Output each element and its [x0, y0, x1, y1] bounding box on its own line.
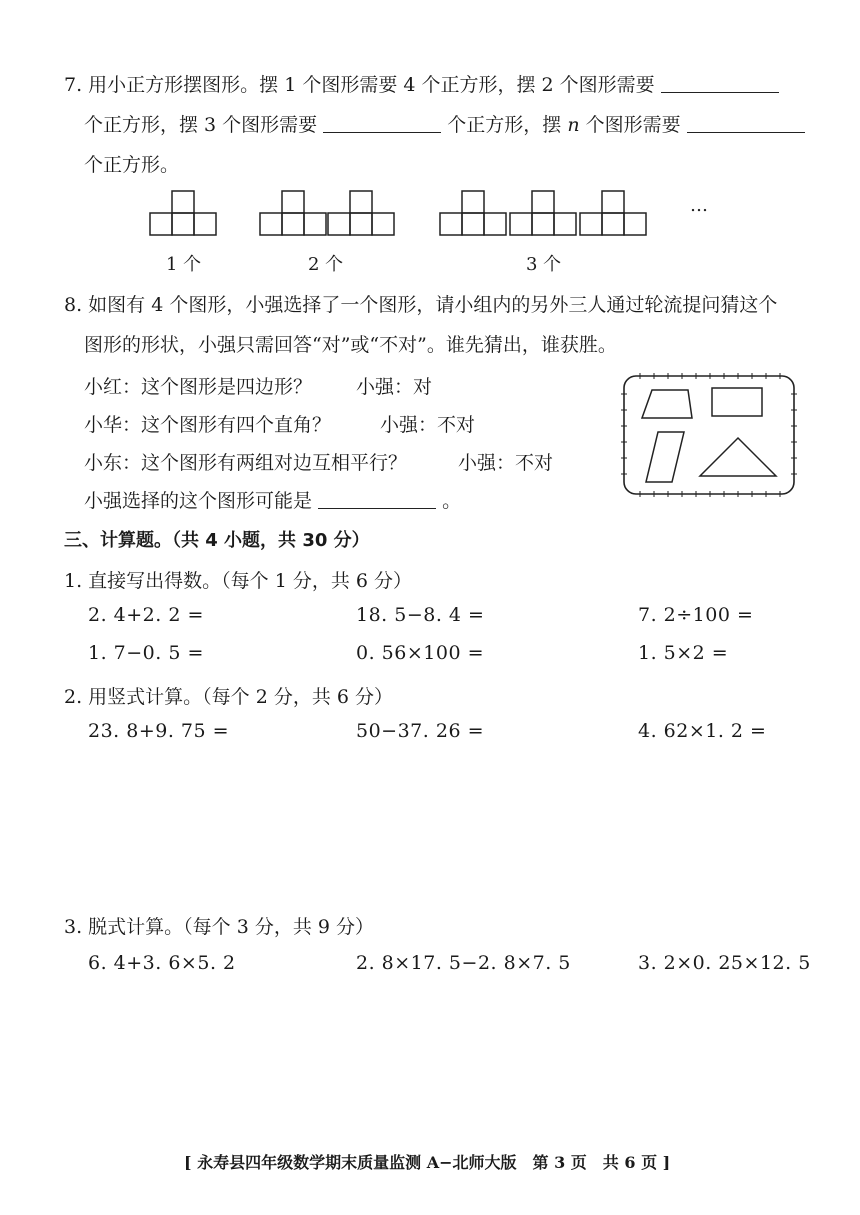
q7-line2 [84, 110, 805, 137]
figure-2 [260, 191, 394, 235]
q8-dialogue-question-3: 小东：这个图形有两组对边互相平行？ [84, 452, 408, 474]
q7-line2-part-c: 个图形需要 [585, 114, 681, 136]
q8-dialogue-answer-1: 小强：对 [356, 376, 433, 398]
calc-item-1: 2. 4+2. 2 = [88, 604, 204, 626]
q8-line2: 图形的形状，小强只需回答“对”或“不对”。谁先猜出，谁获胜。 [84, 334, 617, 356]
q8-dialogue-question-1: 小红：这个图形是四边形？ [84, 376, 313, 398]
section3-p2-title: 2. 用竖式计算。（每个 2 分，共 6 分） [64, 686, 394, 708]
q7-label-1: 1 个 [166, 254, 202, 275]
q7-line2-part-b: 个正方形，摆 [447, 114, 562, 136]
q7-blank-2[interactable] [323, 114, 441, 133]
q7-blank-3[interactable] [687, 114, 805, 133]
q7-line1 [64, 70, 779, 97]
vertical-calc-1: 23. 8+9. 75 = [88, 720, 230, 742]
calc-item-2: 18. 5−8. 4 = [356, 604, 485, 626]
q8-dialogue-question-2: 小华：这个图形有四个直角？ [84, 414, 332, 436]
section3-p1-title: 1. 直接写出得数。（每个 1 分，共 6 分） [64, 570, 413, 592]
calc-item-3: 7. 2÷100 = [638, 604, 754, 626]
q8-line1: 8. 如图有 4 个图形，小强选择了一个图形，请小组内的另外三人通过轮流提问猜这个 [64, 294, 778, 316]
q8-answer-blank[interactable] [318, 490, 436, 509]
q7-line1-text: 7. 用小正方形摆图形。摆 1 个图形需要 4 个正方形，摆 2 个图形需要 [64, 74, 655, 96]
stepwise-calc-2: 2. 8×17. 5−2. 8×7. 5 [356, 952, 571, 974]
vertical-calc-2: 50−37. 26 = [356, 720, 484, 742]
parallelogram-shape [646, 432, 684, 482]
figure-1 [150, 191, 216, 235]
trapezoid-shape [642, 390, 692, 418]
page-footer: [ 永寿县四年级数学期末质量监测 A−北师大版 第 3 页 共 6 页 ] [184, 1153, 671, 1172]
q7-label-3: 3 个 [526, 254, 562, 275]
stepwise-calc-1: 6. 4+3. 6×5. 2 [88, 952, 236, 974]
q7-label-2: 2 个 [308, 254, 344, 275]
calc-item-6: 1. 5×2 = [638, 642, 729, 664]
section3-title: 三、计算题。（共 4 小题，共 30 分） [64, 530, 370, 551]
q7-square-figures [148, 188, 708, 248]
q8-dialogue-answer-2: 小强：不对 [380, 414, 476, 436]
q8-answer-end: 。 [442, 490, 462, 512]
section3-p3-title: 3. 脱式计算。（每个 3 分，共 9 分） [64, 916, 375, 938]
q7-blank-1[interactable] [661, 74, 779, 93]
rectangle-shape [712, 388, 762, 416]
q8-answer-prompt: 小强选择的这个图形可能是 [84, 490, 313, 512]
q8-dialogue-answer-3: 小强：不对 [458, 452, 554, 474]
q7-variable-n: n [567, 114, 580, 136]
stepwise-calc-3: 3. 2×0. 25×12. 5 [638, 952, 811, 974]
q8-answer-line [84, 486, 461, 513]
vertical-calc-3: 4. 62×1. 2 = [638, 720, 767, 742]
q7-line3: 个正方形。 [84, 154, 180, 176]
q7-ellipsis: … [690, 195, 708, 216]
calc-item-5: 0. 56×100 = [356, 642, 484, 664]
q8-shapes-box [620, 372, 798, 498]
triangle-shape [700, 438, 776, 476]
q7-line2-part-a: 个正方形，摆 3 个图形需要 [84, 114, 318, 136]
calc-item-4: 1. 7−0. 5 = [88, 642, 204, 664]
figure-3 [440, 191, 646, 235]
